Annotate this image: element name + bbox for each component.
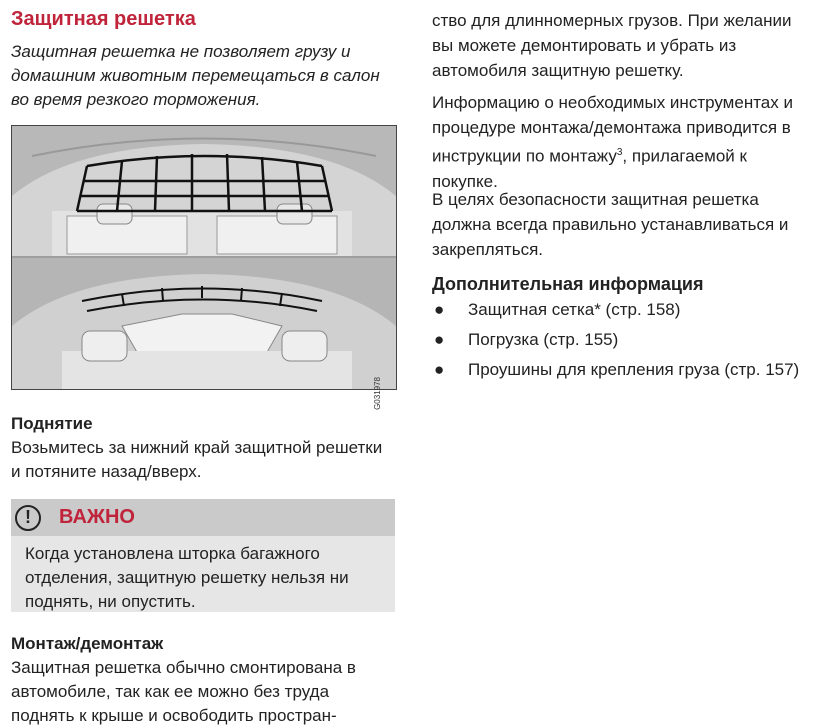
- bullet-icon: ●: [434, 330, 445, 349]
- additional-info-heading: Дополнительная информация: [432, 274, 704, 294]
- lifting-text: Возьмитесь за нижний край защитной решетки и потяните назад/вверх.: [11, 438, 383, 481]
- mounting-text: Защитная решетка обычно смонтирована в автомобиле, так как ее можно без труда поднять к крыше и освободить простран-: [11, 658, 356, 725]
- lifting-heading: Поднятие: [11, 414, 93, 433]
- instructions-text-main: Информацию о необходимых инструментах и процедуре монтажа/демонтажа приводится в инструкции по монтажу: [432, 93, 793, 166]
- bullet-icon: ●: [434, 360, 445, 379]
- related-link-label: Защитная сетка* (стр. 158): [468, 300, 681, 319]
- cargo-grille-illustration: [11, 125, 397, 410]
- section-title: Защитная решетка: [11, 8, 196, 30]
- related-link-item[interactable]: [432, 328, 817, 351]
- grille-drawing: [12, 126, 396, 389]
- instructions-text-end: , прилагаемой к покупке.: [432, 146, 747, 191]
- bullet-icon: ●: [434, 300, 445, 319]
- warning-header: [11, 499, 395, 536]
- related-link-item[interactable]: [432, 358, 817, 381]
- related-link-label: Проушины для крепления груза (стр. 157): [468, 360, 800, 379]
- related-links-list: [432, 298, 817, 388]
- exclamation-icon: !: [15, 505, 41, 531]
- safety-text: В целях безопасности защитная решетка должна всегда правильно устанавливаться и закрепляться.: [432, 190, 789, 259]
- related-link-label: Погрузка (стр. 155): [468, 330, 619, 349]
- figure-code: G031978: [373, 377, 382, 410]
- warning-box: [11, 499, 395, 612]
- warning-text: Когда установлена шторка багажного отделения, защитную решетку нельзя ни поднять, ни опустить.: [25, 544, 349, 611]
- instructions-text: [432, 90, 817, 194]
- intro-text: Защитная решетка не позволяет грузу и домашним животным перемещаться в салон во время резкого торможения.: [11, 42, 380, 109]
- mounting-heading: Монтаж/демонтаж: [11, 634, 164, 653]
- warning-title: ВАЖНО: [59, 506, 135, 528]
- related-link-item[interactable]: [432, 298, 817, 321]
- footnote-marker: 3: [616, 147, 623, 158]
- mounting-continued-text: ство для длинномерных грузов. При желании вы можете демонтировать и убрать из автомобиля защитную решетку.: [432, 11, 792, 80]
